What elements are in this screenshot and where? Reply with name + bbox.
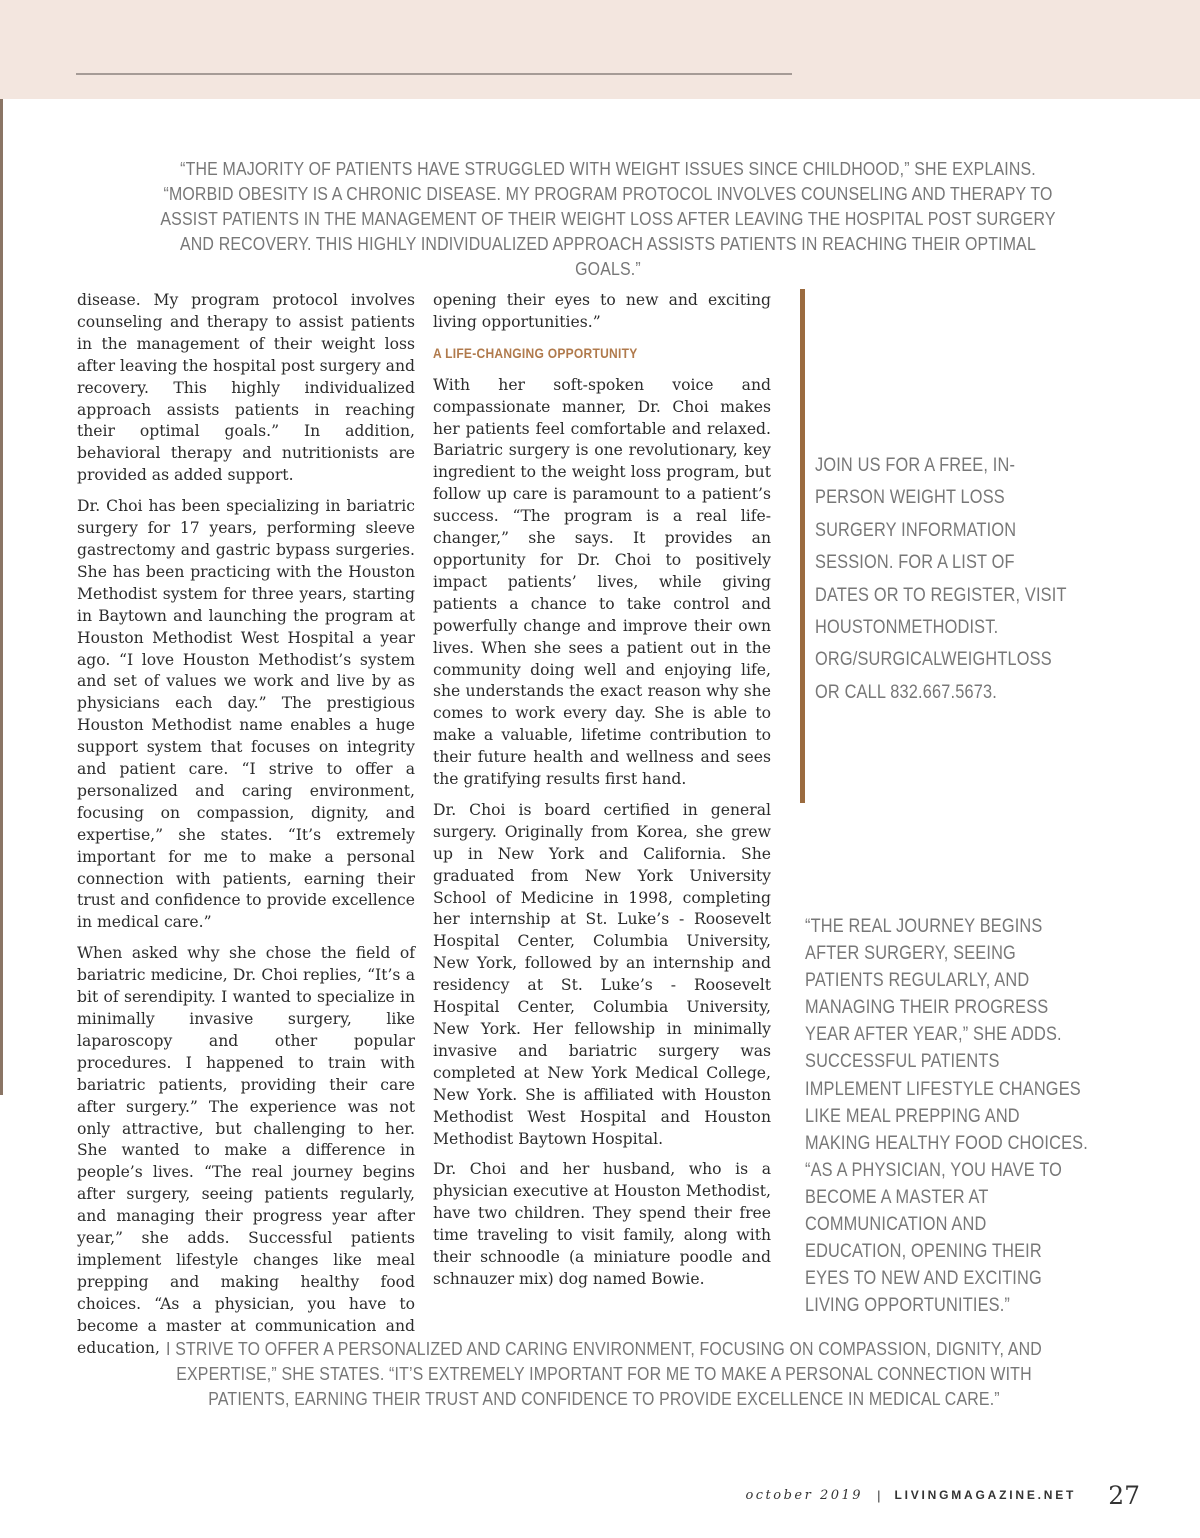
footer-site-link[interactable]: LIVINGMAGAZINE.NET [894, 1488, 1077, 1502]
top-divider-rule [76, 73, 792, 75]
page-footer [745, 1480, 1140, 1510]
article-paragraph: Dr. Choi and her husband, who is a physician executive at Houston Methodist, have two children. They spend their free time traveling to visit family, along with their schnoodle (a miniature poodle and schnauzer mix) dog named Bowie. [433, 1160, 771, 1288]
article-paragraph: Dr. Choi has been specializing in bariatric surgery for 17 years, performing sleeve gastrectomy and gastric bypass surgeries. She has been practicing with the Houston Methodist system for three years, starting in Baytown and launching the program at Houston Methodist West Hospital a year ago. “I love Houston Methodist’s system and set of values we work and live by as physicians each day.” The prestigious Houston Methodist name enables a huge support system that focuses on integrity and patient care. “I strive to offer a personalized and caring environment, focusing on compassion, dignity, and expertise,” she states. “It’s extremely important for me to make a personal connection with patients, earning their trust and confidence to provide excellence in medical care.” [77, 497, 415, 932]
top-color-band [0, 0, 1200, 99]
left-edge-image-strip [0, 99, 3, 1095]
article-column-1 [77, 290, 415, 1369]
sidebar-accent-bar [800, 289, 805, 803]
sidebar-pull-quote: “THE REAL JOURNEY BEGINS AFTER SURGERY, SEEING PATIENTS REGULARLY, AND MANAGING THEIR PROGRESS YEAR AFTER YEAR,” SHE ADDS. SUCCESSFUL PATIENTS IMPLEMENT LIFESTYLE CHANGES LIKE MEAL PREPPING AND MAKING HEALTHY FOOD CHOICES. “AS A PHYSICIAN, YOU HAVE TO BECOME A MASTER AT COMMUNICATION AND EDUCATION, OPENING THEIR EYES TO NEW AND EXCITING LIVING OPPORTUNITIES.” [805, 916, 1088, 1317]
footer-separator: | [877, 1487, 881, 1503]
page-number: 27 [1108, 1480, 1140, 1510]
article-paragraph: Dr. Choi is board certified in general surgery. Originally from Korea, she grew up in New York and California. She graduated from New York University School of Medicine in 1998, completing her internship at St. Luke’s - Roosevelt Hospital Center, Columbia University, New York, followed by an internship and residency at St. Luke’s - Roosevelt Hospital Center, Columbia University, New York. Her fellowship in minimally invasive and bariatric surgery was completed at New York Medical College, New York. She is affiliated with Houston Methodist West Hospital and Houston Methodist Baytown Hospital. [433, 800, 771, 1148]
footer-date: october 2019 [745, 1487, 864, 1503]
article-paragraph: opening their eyes to new and exciting living opportunities.” [433, 291, 771, 331]
pull-quote-bottom: I STRIVE TO OFFER A PERSONALIZED AND CARING ENVIRONMENT, FOCUSING ON COMPASSION, DIGNITY, AND EXPERTISE,” SHE STATES. “IT’S EXTREMELY IMPORTANT FOR ME TO MAKE A PERSONAL CONNECTION WITH PATIENTS, EARNING THEIR TRUST AND CONFIDENCE TO PROVIDE EXCELLENCE IN MEDICAL CARE.” [166, 1338, 1042, 1409]
article-paragraph: With her soft-spoken voice and compassionate manner, Dr. Choi makes her patients feel comfortable and relaxed. Bariatric surgery is one revolutionary, key ingredient to the weight loss program, but follow up care is paramount to a patient’s success. “The program is a real life-changer,” she says. It provides an opportunity for Dr. Choi to positively impact patients’ lives, while giving patients a chance to take control and powerfully change and improve their own lives. When she sees a patient out in the community doing well and enjoying life, she understands the exact reason why she comes to work every day. She is able to make a valuable, lifetime contribution to their future health and wellness and sees the gratifying results first hand. [433, 375, 771, 789]
pull-quote-top: “THE MAJORITY OF PATIENTS HAVE STRUGGLED WITH WEIGHT ISSUES SINCE CHILDHOOD,” SHE EXPLAINS. “MORBID OBESITY IS A CHRONIC DISEASE. MY PROGRAM PROTOCOL INVOLVES COUNSELING AND THERAPY TO ASSIST PATIENTS IN THE MANAGEMENT OF THEIR WEIGHT LOSS AFTER LEAVING THE HOSPITAL POST SURGERY AND RECOVERY. THIS HIGHLY INDIVIDUALIZED APPROACH ASSISTS PATIENTS IN REACHING THEIR OPTIMAL GOALS.” [160, 158, 1056, 279]
sidebar-info-callout: JOIN US FOR A FREE, IN-PERSON WEIGHT LOSS SURGERY INFORMATION SESSION. FOR A LIST OF DATES OR TO REGISTER, VISIT HOUSTONMETHODIST. ORG/SURGICALWEIGHTLOSS OR CALL 832.667.5673. [815, 455, 1067, 703]
article-paragraph: When asked why she chose the field of bariatric medicine, Dr. Choi replies, “It’s a bit of serendipity. I wanted to specialize in minimally invasive surgery, like laparoscopy and other popular procedures. I happened to train with bariatric patients, providing their care after surgery.” The experience was not only attractive, but challenging to her. She wanted to make a difference in people’s lives. “The real journey begins after surgery, seeing patients regularly, and managing their progress year after year,” she adds. Successful patients implement lifestyle changes like meal prepping and making healthy food choices. “As a physician, you have to become a master at communication and education, [77, 944, 415, 1357]
article-column-2 [433, 290, 771, 1300]
article-paragraph: disease. My program protocol involves counseling and therapy to assist patients in the management of their weight loss after leaving the hospital post surgery and recovery. This highly individualized approach assists patients in reaching their optimal goals.” In addition, behavioral therapy and nutritionists are provided as added support. [77, 291, 415, 485]
section-subhead: A LIFE-CHANGING OPPORTUNITY [433, 344, 638, 361]
